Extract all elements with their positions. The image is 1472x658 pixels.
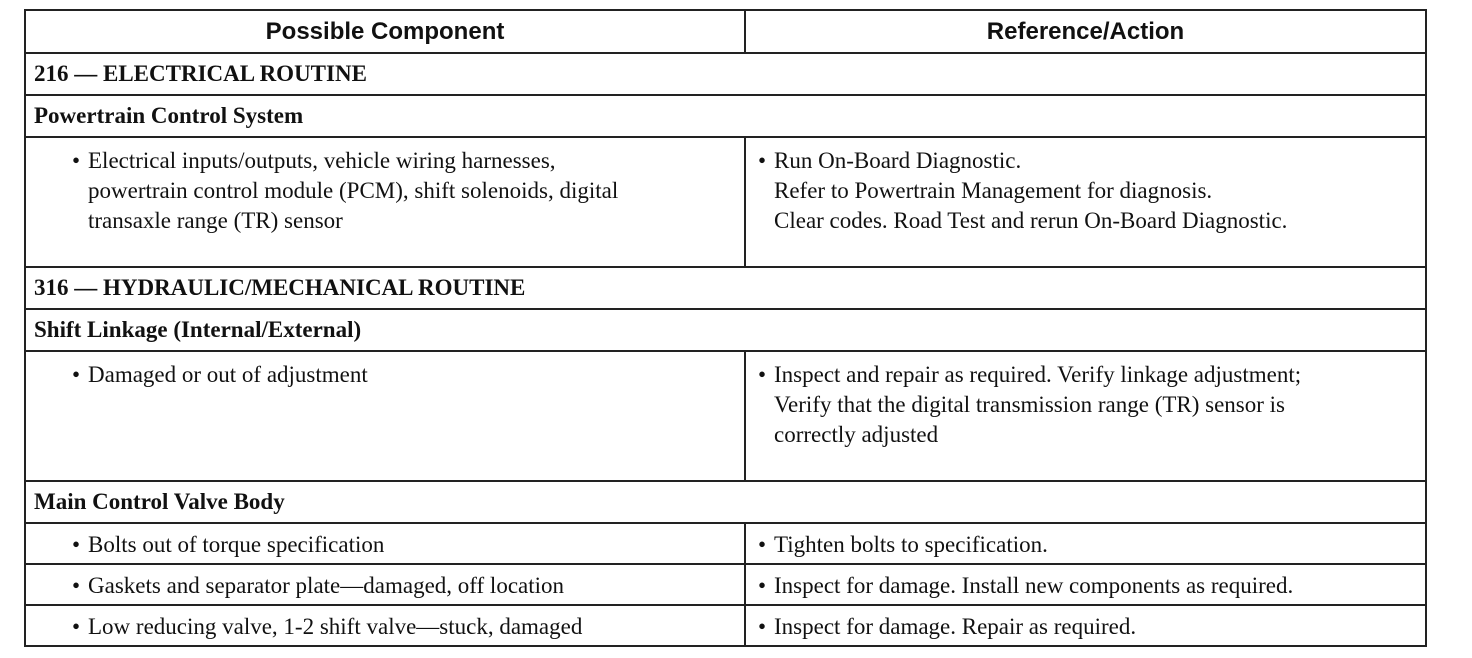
routine-316-title: 316 — HYDRAULIC/MECHANICAL ROUTINE xyxy=(34,275,526,300)
linkage-title: Shift Linkage (Internal/External) xyxy=(34,317,362,342)
table-row xyxy=(26,563,1425,604)
action-line: Run On-Board Diagnostic. xyxy=(774,148,1022,173)
valve-body-title: Main Control Valve Body xyxy=(34,489,285,514)
table-row xyxy=(26,350,1425,480)
bullet-icon: • xyxy=(72,614,81,639)
action-text: Tighten bolts to specification. xyxy=(774,532,1048,557)
header-possible-component: Possible Component xyxy=(26,11,746,52)
component-cell xyxy=(26,524,746,563)
powertrain-title: Powertrain Control System xyxy=(34,103,304,128)
section-row-316 xyxy=(26,266,1425,308)
bullet-icon: • xyxy=(72,362,81,387)
action-cell xyxy=(746,524,1425,563)
component-text: Bolts out of torque specification xyxy=(88,532,385,557)
table-row xyxy=(26,136,1425,266)
bullet-icon: • xyxy=(72,148,81,173)
action-text: Inspect for damage. Install new components as required. xyxy=(774,573,1294,598)
action-cell xyxy=(746,352,1425,480)
component-cell xyxy=(26,138,746,266)
component-cell xyxy=(26,606,746,645)
subsection-row-linkage xyxy=(26,308,1425,350)
bullet-icon: • xyxy=(72,532,81,557)
bullet-icon: • xyxy=(758,148,767,173)
component-text: Low reducing valve, 1-2 shift valve—stuck, damaged xyxy=(88,614,583,639)
component-line: Electrical inputs/outputs, vehicle wiring harnesses, xyxy=(88,148,556,173)
component-line: transaxle range (TR) sensor xyxy=(88,208,343,233)
bullet-icon: • xyxy=(758,362,767,387)
subsection-row-valve-body xyxy=(26,480,1425,522)
header-reference-action: Reference/Action xyxy=(986,18,1185,45)
action-line: Inspect and repair as required. Verify linkage adjustment; xyxy=(774,362,1302,387)
bullet-icon: • xyxy=(758,614,767,639)
component-text: Gaskets and separator plate—damaged, off location xyxy=(88,573,565,598)
component-cell xyxy=(26,352,746,480)
routine-216-title: 216 — ELECTRICAL ROUTINE xyxy=(34,61,367,86)
section-row-216 xyxy=(26,52,1425,94)
table-row xyxy=(26,604,1425,645)
table-row xyxy=(26,522,1425,563)
component-text: Damaged or out of adjustment xyxy=(88,362,368,387)
bullet-icon: • xyxy=(758,532,767,557)
bullet-icon: • xyxy=(72,573,81,598)
action-line: Clear codes. Road Test and rerun On-Board Diagnostic. xyxy=(774,208,1288,233)
table-header-row xyxy=(26,11,1425,52)
action-line: correctly adjusted xyxy=(774,422,939,447)
action-cell xyxy=(746,565,1425,604)
action-cell xyxy=(746,606,1425,645)
action-line: Refer to Powertrain Management for diagnosis. xyxy=(774,178,1213,203)
component-cell xyxy=(26,565,746,604)
subsection-row-powertrain xyxy=(26,94,1425,136)
component-line: powertrain control module (PCM), shift solenoids, digital xyxy=(88,178,619,203)
action-text: Inspect for damage. Repair as required. xyxy=(774,614,1137,639)
action-line: Verify that the digital transmission range (TR) sensor is xyxy=(774,392,1286,417)
action-cell xyxy=(746,138,1425,266)
bullet-icon: • xyxy=(758,573,767,598)
diagnosis-table xyxy=(24,9,1427,647)
